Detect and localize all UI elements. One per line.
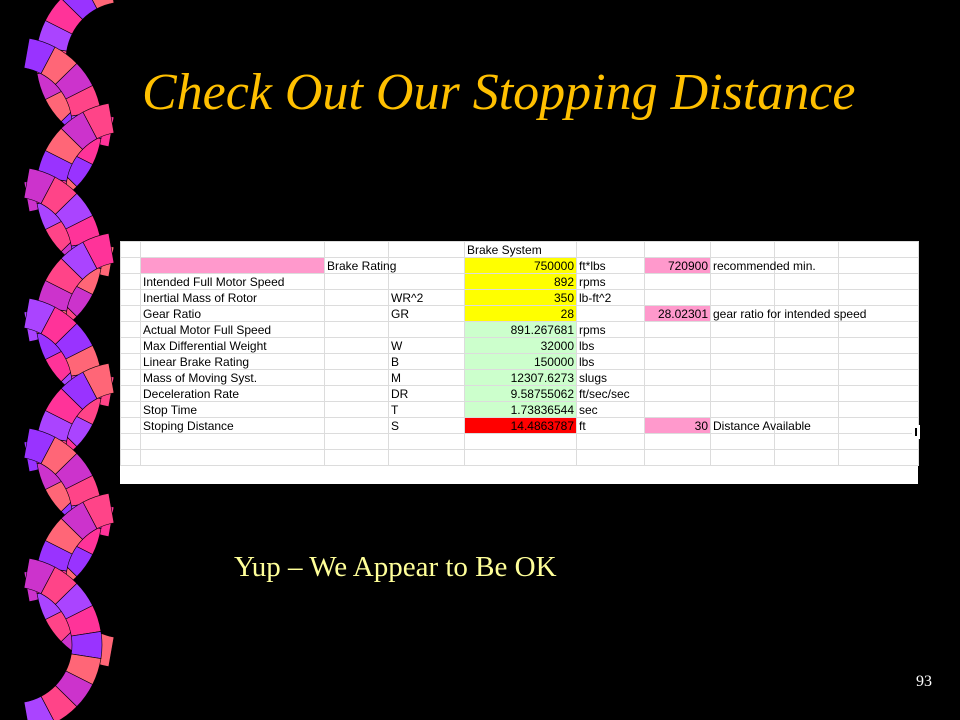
cell-extra[interactable] <box>325 370 389 386</box>
cell-note[interactable] <box>711 290 775 306</box>
cell-value[interactable]: 892 <box>465 274 577 290</box>
cell-unit[interactable] <box>577 242 645 258</box>
cell-symbol[interactable] <box>389 242 465 258</box>
cell-check[interactable]: 30 <box>645 418 711 434</box>
cell-value[interactable]: 891.267681 <box>465 322 577 338</box>
cell-check[interactable]: 720900 <box>645 258 711 274</box>
cell-blank2[interactable] <box>839 242 919 258</box>
cell-blank1[interactable] <box>775 338 839 354</box>
cell-check[interactable] <box>645 354 711 370</box>
spreadsheet <box>120 241 918 484</box>
cell-unit[interactable]: lb-ft^2 <box>577 290 645 306</box>
cell-blank1[interactable] <box>775 322 839 338</box>
cell-label[interactable]: Actual Motor Full Speed <box>141 322 325 338</box>
slide-subtitle: Yup – We Appear to Be OK <box>234 551 557 583</box>
cell-unit[interactable]: ft/sec/sec <box>577 386 645 402</box>
row-gutter <box>121 354 141 370</box>
cell-value[interactable]: 150000 <box>465 354 577 370</box>
cell-extra[interactable] <box>325 242 389 258</box>
cell-check[interactable] <box>645 322 711 338</box>
cell-value[interactable]: 9.58755062 <box>465 386 577 402</box>
cell-extra[interactable]: Brake Rating <box>325 258 389 274</box>
row-gutter <box>121 370 141 386</box>
cell-note[interactable] <box>711 274 775 290</box>
cell-value[interactable] <box>465 434 577 450</box>
cell-extra[interactable] <box>325 290 389 306</box>
cell-blank1[interactable] <box>775 242 839 258</box>
cell-symbol[interactable]: DR <box>389 386 465 402</box>
cell-unit[interactable] <box>577 306 645 322</box>
cell-extra[interactable] <box>325 418 389 434</box>
table-row <box>121 306 919 322</box>
slide-title: Check Out Our Stopping Distance <box>142 64 856 121</box>
cell-note[interactable] <box>711 434 775 450</box>
cell-label[interactable] <box>141 258 325 274</box>
cell-note[interactable] <box>711 242 775 258</box>
cell-unit[interactable]: rpms <box>577 322 645 338</box>
cell-blank2[interactable] <box>839 386 919 402</box>
row-gutter <box>121 450 141 466</box>
cell-value[interactable]: 1.73836544 <box>465 402 577 418</box>
cell-check[interactable] <box>645 242 711 258</box>
cell-label[interactable] <box>141 242 325 258</box>
table-row <box>121 258 919 274</box>
cell-blank1[interactable] <box>775 354 839 370</box>
row-gutter <box>121 290 141 306</box>
cell-extra[interactable] <box>325 450 389 466</box>
cell-blank1[interactable] <box>775 450 839 466</box>
cell-blank2[interactable] <box>839 290 919 306</box>
cell-symbol[interactable] <box>389 450 465 466</box>
cell-extra[interactable] <box>325 274 389 290</box>
cell-label[interactable]: Stoping Distance <box>141 418 325 434</box>
cell-extra[interactable] <box>325 402 389 418</box>
table-row <box>121 450 919 466</box>
cell-value[interactable]: 12307.6273 <box>465 370 577 386</box>
cell-symbol[interactable]: W <box>389 338 465 354</box>
cell-blank2[interactable] <box>839 402 919 418</box>
row-gutter <box>121 274 141 290</box>
cell-symbol[interactable]: M <box>389 370 465 386</box>
cell-blank1[interactable] <box>775 370 839 386</box>
row-gutter <box>121 306 141 322</box>
cell-label[interactable]: Gear Ratio <box>141 306 325 322</box>
table-row <box>121 370 919 386</box>
cell-blank1[interactable] <box>775 386 839 402</box>
cell-value[interactable]: 750000 <box>465 258 577 274</box>
cell-value[interactable] <box>465 450 577 466</box>
brake-system-table <box>120 241 919 466</box>
cell-symbol[interactable] <box>389 258 465 274</box>
cell-blank2[interactable] <box>839 354 919 370</box>
cell-blank2[interactable] <box>839 258 919 274</box>
cell-unit[interactable]: slugs <box>577 370 645 386</box>
cell-note[interactable] <box>711 354 775 370</box>
table-row <box>121 386 919 402</box>
table-row <box>121 402 919 418</box>
cell-check[interactable] <box>645 338 711 354</box>
cell-unit[interactable]: lbs <box>577 354 645 370</box>
row-gutter <box>121 434 141 450</box>
cell-cursor-icon <box>912 425 920 439</box>
table-row <box>121 418 919 434</box>
cell-label[interactable]: Deceleration Rate <box>141 386 325 402</box>
cell-unit[interactable] <box>577 434 645 450</box>
cell-check[interactable] <box>645 386 711 402</box>
cell-check[interactable] <box>645 450 711 466</box>
cell-label[interactable]: Stop Time <box>141 402 325 418</box>
cell-blank1[interactable] <box>775 402 839 418</box>
cell-value[interactable]: 350 <box>465 290 577 306</box>
cell-symbol[interactable] <box>389 322 465 338</box>
row-gutter <box>121 386 141 402</box>
cell-blank2[interactable] <box>839 274 919 290</box>
table-row <box>121 434 919 450</box>
cell-note[interactable] <box>711 450 775 466</box>
cell-value[interactable]: 28 <box>465 306 577 322</box>
cell-unit[interactable] <box>577 450 645 466</box>
cell-unit[interactable]: ft*lbs <box>577 258 645 274</box>
cell-note[interactable]: Distance Available <box>711 418 775 434</box>
table-row <box>121 242 919 258</box>
cell-note[interactable] <box>711 322 775 338</box>
cell-check[interactable] <box>645 370 711 386</box>
cell-blank1[interactable] <box>775 274 839 290</box>
row-gutter <box>121 338 141 354</box>
cell-label[interactable] <box>141 450 325 466</box>
cell-blank2[interactable] <box>839 370 919 386</box>
cell-note[interactable] <box>711 370 775 386</box>
cell-note[interactable]: gear ratio for intended speed <box>711 306 775 322</box>
cell-unit[interactable]: ft <box>577 418 645 434</box>
cell-note[interactable] <box>711 338 775 354</box>
cell-check[interactable] <box>645 402 711 418</box>
table-row <box>121 274 919 290</box>
cell-unit[interactable]: rpms <box>577 274 645 290</box>
table-row <box>121 322 919 338</box>
cell-blank1[interactable] <box>775 290 839 306</box>
cell-symbol[interactable]: B <box>389 354 465 370</box>
cell-check[interactable]: 28.02301 <box>645 306 711 322</box>
cell-label[interactable]: Mass of Moving Syst. <box>141 370 325 386</box>
cell-label[interactable]: Linear Brake Rating <box>141 354 325 370</box>
cell-extra[interactable] <box>325 354 389 370</box>
row-gutter <box>121 258 141 274</box>
cell-blank2[interactable] <box>839 418 919 434</box>
cell-symbol[interactable]: T <box>389 402 465 418</box>
cell-extra[interactable] <box>325 338 389 354</box>
cell-symbol[interactable]: S <box>389 418 465 434</box>
cell-blank2[interactable] <box>839 450 919 466</box>
cell-unit[interactable]: lbs <box>577 338 645 354</box>
cell-value[interactable]: 32000 <box>465 338 577 354</box>
cell-blank1[interactable] <box>775 434 839 450</box>
row-gutter <box>121 242 141 258</box>
cell-note[interactable] <box>711 386 775 402</box>
cell-value[interactable]: 14.4863787 <box>465 418 577 434</box>
cell-label[interactable]: Intended Full Motor Speed <box>141 274 325 290</box>
cell-blank2[interactable] <box>839 434 919 450</box>
page-number: 93 <box>916 673 932 690</box>
cell-label[interactable]: Inertial Mass of Rotor <box>141 290 325 306</box>
cell-value[interactable]: Brake System <box>465 242 577 258</box>
cell-check[interactable] <box>645 290 711 306</box>
cell-label[interactable]: Max Differential Weight <box>141 338 325 354</box>
cell-unit[interactable]: sec <box>577 402 645 418</box>
cell-extra[interactable] <box>325 322 389 338</box>
cell-extra[interactable] <box>325 386 389 402</box>
fan-swirl-decoration <box>0 0 140 720</box>
cell-label[interactable] <box>141 434 325 450</box>
row-gutter <box>121 402 141 418</box>
cell-blank2[interactable] <box>839 338 919 354</box>
cell-symbol[interactable] <box>389 274 465 290</box>
row-gutter <box>121 322 141 338</box>
cell-check[interactable] <box>645 434 711 450</box>
table-row <box>121 354 919 370</box>
cell-note[interactable] <box>711 402 775 418</box>
cell-extra[interactable] <box>325 434 389 450</box>
cell-symbol[interactable]: GR <box>389 306 465 322</box>
cell-blank2[interactable] <box>839 322 919 338</box>
cell-symbol[interactable]: WR^2 <box>389 290 465 306</box>
cell-extra[interactable] <box>325 306 389 322</box>
row-gutter <box>121 418 141 434</box>
table-row <box>121 290 919 306</box>
cell-symbol[interactable] <box>389 434 465 450</box>
table-row <box>121 338 919 354</box>
cell-check[interactable] <box>645 274 711 290</box>
cell-note[interactable]: recommended min. <box>711 258 775 274</box>
